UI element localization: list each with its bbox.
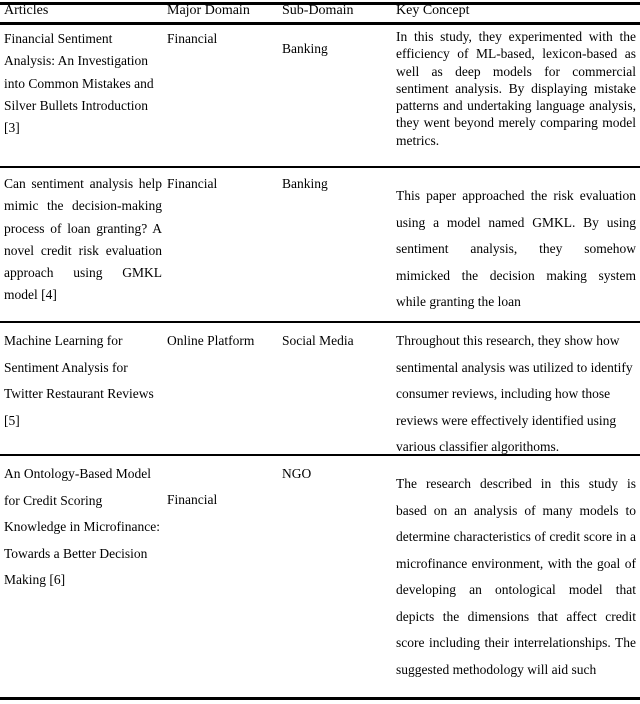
cell-major-domain: Online Platform [167, 333, 255, 348]
cell-key-concept: In this study, they experimented with the efficiency of ML-based, lexicon-based as well as deep models for commercial sentiment analysis. By displaying mistake patterns and undertaking language analysis, they went beyond merely comparing model metrics. [396, 29, 636, 148]
header-bottom-rule [0, 22, 640, 25]
cell-major-domain: Financial [167, 31, 218, 46]
cell-articles: Financial Sentiment Analysis: An Investigation into Common Mistakes and Silver Bullets Introduction [3] [4, 31, 154, 136]
row-separator-1 [0, 166, 640, 168]
cell-sub-domain: NGO [282, 466, 312, 481]
cell-sub-domain: Banking [282, 41, 328, 56]
column-header-sub-domain: Sub-Domain [282, 3, 354, 18]
cell-articles: An Ontology-Based Model for Credit Scoring Knowledge in Microfinance: Towards a Better Decision Making [6] [4, 466, 160, 587]
cell-articles: Machine Learning for Sentiment Analysis for Twitter Restaurant Reviews [5] [4, 333, 154, 428]
cell-key-concept: This paper approached the risk evaluation using a model named GMKL. By using sentiment analysis, they somehow mimicked the decision making system while granting the loan [396, 188, 636, 309]
cell-major-domain: Financial [167, 176, 218, 191]
cell-key-concept: Throughout this research, they show how sentimental analysis was utilized to identify consumer reviews, including how those reviews were effectively identified using various classifier algorithoms. [396, 333, 633, 454]
cell-major-domain: Financial [167, 492, 218, 507]
column-header-key-concept: Key Concept [396, 3, 470, 18]
cell-key-concept: The research described in this study is based on an analysis of many models to determine characteristics of credit score in a microfinance environment, with the goal of developing an ontological model that depicts the dimensions that affect credit score including their interrelationships. The suggested methodology will aid such [396, 476, 636, 677]
cell-articles: Can sentiment analysis help mimic the decision-making process of loan granting? A novel credit risk evaluation approach using GMKL model [4] [4, 176, 162, 303]
column-header-articles: Articles [4, 3, 49, 18]
row-separator-2 [0, 321, 640, 323]
table-bottom-rule [0, 697, 640, 700]
column-header-major-domain: Major Domain [167, 3, 250, 18]
table-header-row [0, 0, 640, 22]
cell-sub-domain: Banking [282, 176, 328, 191]
cell-sub-domain: Social Media [282, 333, 354, 348]
